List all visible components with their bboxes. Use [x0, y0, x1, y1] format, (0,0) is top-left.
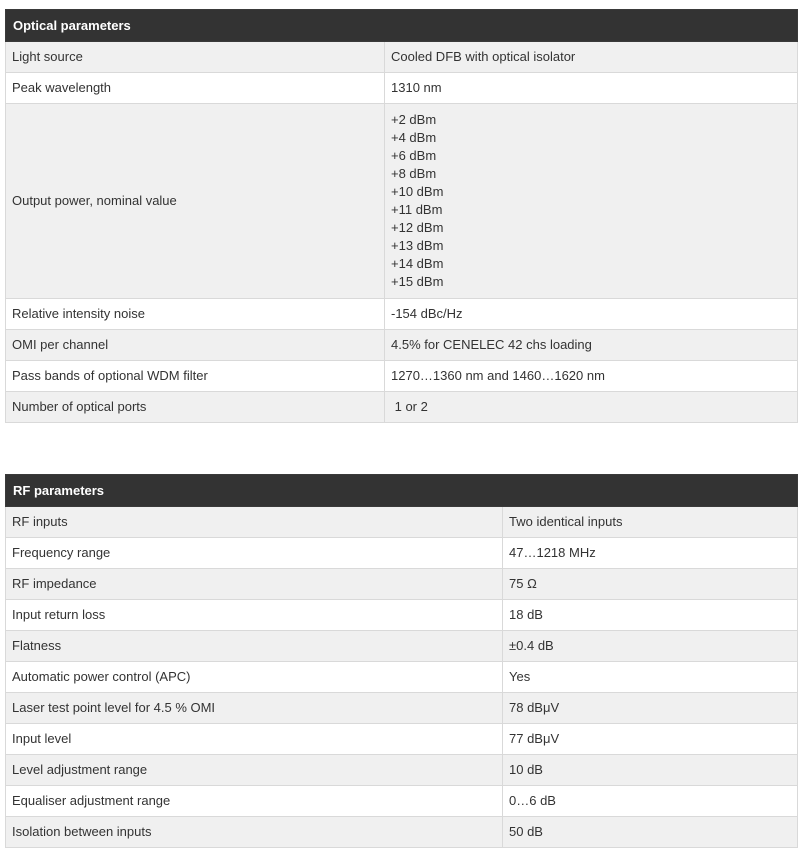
- param-label: Automatic power control (APC): [6, 662, 503, 693]
- param-label: Isolation between inputs: [6, 817, 503, 848]
- rf-parameters-table: [5, 474, 798, 848]
- rf-parameters-header: RF parameters: [6, 475, 798, 507]
- param-label: OMI per channel: [6, 330, 385, 361]
- param-value: Two identical inputs: [503, 507, 798, 538]
- table-row: [6, 104, 798, 299]
- output-power-value: +14 dBm: [391, 256, 444, 271]
- output-power-value: +8 dBm: [391, 166, 437, 181]
- param-value: 47…1218 MHz: [503, 538, 798, 569]
- output-power-value: +10 dBm: [391, 184, 444, 199]
- table-row: [6, 817, 798, 848]
- param-label: Level adjustment range: [6, 755, 503, 786]
- param-label: Equaliser adjustment range: [6, 786, 503, 817]
- output-power-value: +2 dBm: [391, 112, 437, 127]
- table-row: [6, 755, 798, 786]
- param-value: 10 dB: [503, 755, 798, 786]
- param-label: Pass bands of optional WDM filter: [6, 361, 385, 392]
- param-value: 1310 nm: [385, 73, 798, 104]
- table-row: [6, 662, 798, 693]
- output-power-value: +6 dBm: [391, 148, 437, 163]
- table-row: [6, 786, 798, 817]
- param-label: Peak wavelength: [6, 73, 385, 104]
- table-row: [6, 392, 798, 423]
- param-value: 18 dB: [503, 600, 798, 631]
- table-row: [6, 42, 798, 73]
- param-value: Cooled DFB with optical isolator: [385, 42, 798, 73]
- param-label: Input level: [6, 724, 503, 755]
- output-power-value: +12 dBm: [391, 220, 444, 235]
- output-power-value: +15 dBm: [391, 274, 444, 289]
- param-value: 0…6 dB: [503, 786, 798, 817]
- param-value: ±0.4 dB: [503, 631, 798, 662]
- table-row: [6, 73, 798, 104]
- table-row: [6, 600, 798, 631]
- param-value: 1 or 2: [385, 392, 798, 423]
- param-value: 75 Ω: [503, 569, 798, 600]
- table-row: [6, 569, 798, 600]
- table-row: [6, 538, 798, 569]
- param-label: Relative intensity noise: [6, 299, 385, 330]
- table-row: [6, 724, 798, 755]
- output-power-value: +13 dBm: [391, 238, 444, 253]
- output-power-value: +4 dBm: [391, 130, 437, 145]
- param-value-list: [385, 104, 798, 299]
- param-label: RF impedance: [6, 569, 503, 600]
- param-label: Light source: [6, 42, 385, 73]
- param-label: Flatness: [6, 631, 503, 662]
- table-row: [6, 507, 798, 538]
- optical-parameters-table: [5, 9, 798, 423]
- param-value: 4.5% for CENELEC 42 chs loading: [385, 330, 798, 361]
- param-value: 1270…1360 nm and 1460…1620 nm: [385, 361, 798, 392]
- param-label: Input return loss: [6, 600, 503, 631]
- table-row: [6, 693, 798, 724]
- param-value: Yes: [503, 662, 798, 693]
- output-power-value: +11 dBm: [391, 202, 443, 217]
- table-row: [6, 361, 798, 392]
- param-label: Laser test point level for 4.5 % OMI: [6, 693, 503, 724]
- table-row: [6, 330, 798, 361]
- table-row: [6, 631, 798, 662]
- param-label: Number of optical ports: [6, 392, 385, 423]
- param-value: -154 dBc/Hz: [385, 299, 798, 330]
- param-value: 78 dBμV: [503, 693, 798, 724]
- table-row: [6, 299, 798, 330]
- param-label: Output power, nominal value: [6, 104, 385, 299]
- param-label: RF inputs: [6, 507, 503, 538]
- param-label: Frequency range: [6, 538, 503, 569]
- optical-parameters-header: Optical parameters: [6, 10, 798, 42]
- param-value: 77 dBμV: [503, 724, 798, 755]
- param-value: 50 dB: [503, 817, 798, 848]
